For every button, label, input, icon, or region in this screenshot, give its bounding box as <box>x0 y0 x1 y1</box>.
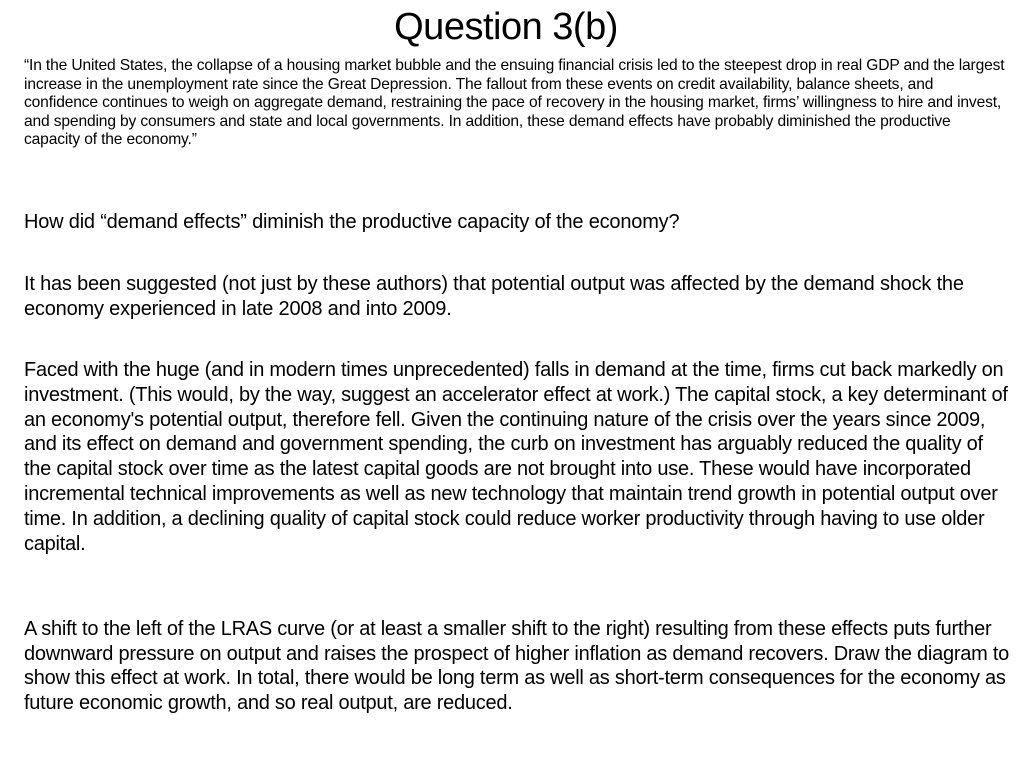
slide-title: Question 3(b) <box>394 6 618 48</box>
answer-paragraph-2: Faced with the huge (and in modern times unprecedented) falls in demand at the time, firms cut back markedly on investment. (This would, by the way, suggest an accelerator effect at work.) The capital stock, a key determinant of an economy's potential output, therefore fell. Given the continuing nature of the crisis over the years since 2009, and its effect on demand and government spending, the curb on investment has arguably reduced the quality of the capital stock over time as the latest capital goods are not brought into use. These would have incorporated incremental technical improvements as well as new technology that maintain trend growth in potential output over time. In addition, a declining quality of capital stock could reduce worker productivity through having to use older capital. <box>24 359 1008 555</box>
answer-paragraph-3: A shift to the left of the LRAS curve (or at least a smaller shift to the right) resulting from these effects puts further downward pressure on output and raises the prospect of higher inflation as demand recovers. Draw the diagram to show this effect at work. In total, there would be long term as well as short-term consequences for the economy as future economic growth, and so real output, are reduced. <box>24 618 1010 714</box>
question-text: How did “demand effects” diminish the productive capacity of the economy? <box>24 211 680 233</box>
quote-text: “In the United States, the collapse of a housing market bubble and the ensuing financial crisis led to the steepest drop in real GDP and the largest increase in the unemployment rate since the Great Depression. The fallout from these events on credit availability, balance sheets, and confidence continues to weigh on aggregate demand, restraining the pace of recovery in the housing market, firms’ willingness to hire and invest, and spending by consumers and state and local governments. In addition, these demand effects have probably diminished the productive capacity of the economy.” <box>24 57 1005 149</box>
answer-paragraph-1: It has been suggested (not just by these authors) that potential output was affected by the demand shock the economy experienced in late 2008 and into 2009. <box>24 273 964 320</box>
